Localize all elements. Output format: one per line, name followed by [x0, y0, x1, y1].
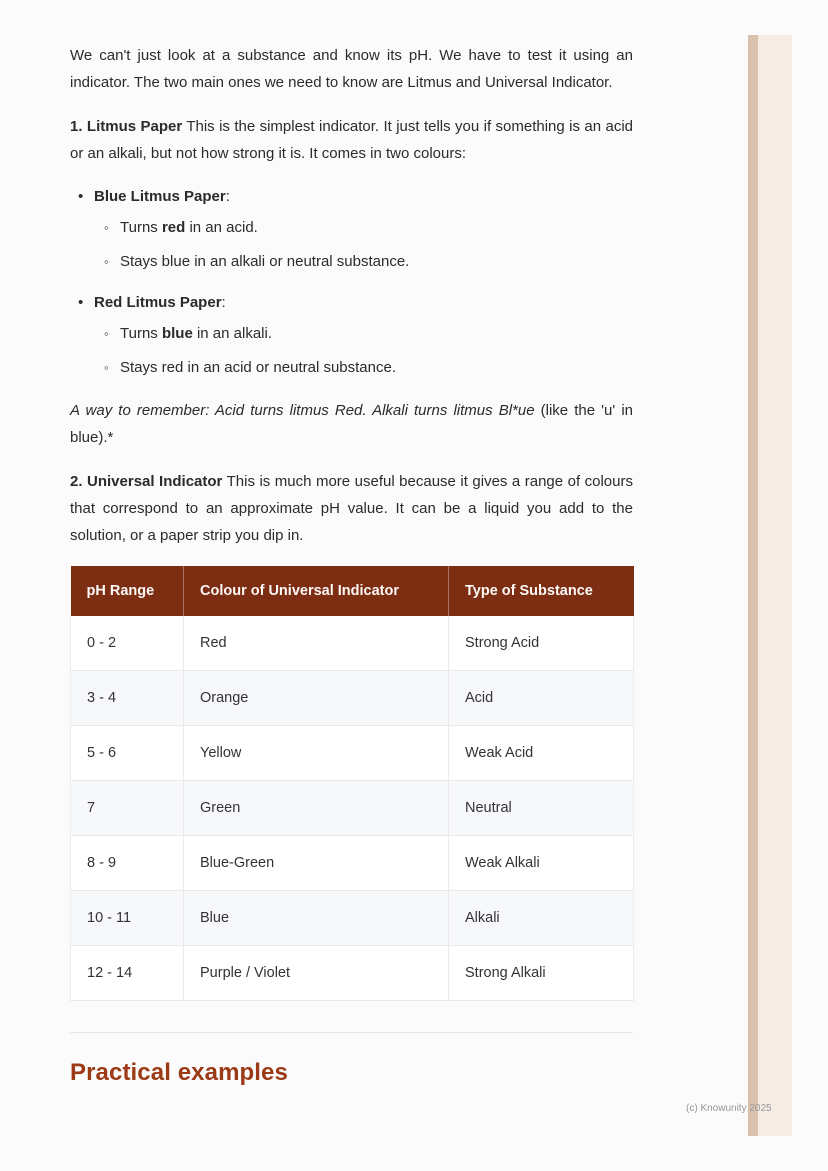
sub-text-pre: Stays red in an acid or neutral substance.: [120, 359, 396, 376]
table-cell: 12 - 14: [71, 946, 184, 1001]
document-content: [70, 42, 633, 1087]
mnemonic-paragraph: [70, 397, 633, 451]
sub-text-pre: Turns: [120, 219, 162, 236]
sub-bullet-list: [70, 321, 633, 380]
sub-text-pre: Turns: [120, 325, 162, 342]
sub-text-post: in an alkali.: [192, 325, 273, 342]
list-item: [70, 290, 633, 380]
sub-list-item: [70, 249, 633, 274]
table-cell: Strong Alkali: [449, 946, 634, 1001]
table-cell: 5 - 6: [71, 726, 184, 781]
table-header: [71, 566, 634, 616]
sub-text-pre: Stays blue in an alkali or neutral substance.: [120, 253, 410, 270]
sub-list-item: [70, 215, 633, 240]
table-header-cell: pH Range: [71, 566, 184, 616]
table-cell: Green: [184, 781, 449, 836]
bullet-item-blue-litmus: [70, 184, 633, 209]
table-cell: 7: [71, 781, 184, 836]
litmus-heading: 1. Litmus Paper: [70, 118, 183, 135]
table-cell: 10 - 11: [71, 891, 184, 946]
table-row: [71, 781, 634, 836]
list-item: [70, 184, 633, 274]
table-cell: Weak Acid: [449, 726, 634, 781]
bullet-label: Red Litmus Paper: [94, 294, 222, 311]
sub-text-bold: blue: [161, 325, 193, 342]
page-edge-strip: [748, 35, 758, 1136]
bullet-label: Blue Litmus Paper: [94, 188, 226, 205]
practical-examples-heading: Practical examples: [70, 1059, 288, 1086]
table-cell: Weak Alkali: [449, 836, 634, 891]
table-header-cell: Type of Substance: [449, 566, 634, 616]
universal-heading: 2. Universal Indicator: [70, 473, 223, 490]
mnemonic-rest: (like the 'u' in blue).*: [70, 402, 633, 446]
bullet-colon: :: [221, 294, 226, 311]
table-cell: Neutral: [449, 781, 634, 836]
table-row: [71, 836, 634, 891]
page-edge-decoration: [748, 35, 792, 1136]
table-row: [71, 616, 634, 671]
sub-list-item: [70, 321, 633, 346]
section-divider: [70, 1032, 633, 1033]
bullet-colon: :: [225, 188, 230, 205]
table-body: [71, 616, 634, 1001]
sub-text-bold: red: [161, 219, 186, 236]
table-cell: Yellow: [184, 726, 449, 781]
sub-text-post: in an acid.: [185, 219, 258, 236]
sub-bullet-list: [70, 215, 633, 274]
table-cell: Red: [184, 616, 449, 671]
table-cell: Alkali: [449, 891, 634, 946]
table-cell: Acid: [449, 671, 634, 726]
table-cell: Orange: [184, 671, 449, 726]
table-header-row: [71, 566, 634, 616]
table-row: [71, 726, 634, 781]
table-cell: 3 - 4: [71, 671, 184, 726]
copyright-watermark: (c) Knowunity 2025: [686, 1103, 772, 1114]
table-row: [71, 891, 634, 946]
table-cell: 0 - 2: [71, 616, 184, 671]
universal-paragraph: [70, 468, 633, 549]
intro-text: We can't just look at a substance and know its pH. We have to test it using an indicator. The two main ones we need to know are Litmus and Universal Indicator.: [70, 47, 633, 91]
table-cell: Blue-Green: [184, 836, 449, 891]
table-cell: Strong Acid: [449, 616, 634, 671]
litmus-text: This is the simplest indicator. It just tells you if something is an acid or an alkali, but not how strong it is. It comes in two colours:: [70, 118, 633, 162]
mnemonic-italic: A way to remember: Acid turns litmus Red. Alkali turns litmus Bl*ue: [70, 402, 535, 419]
bullet-item-red-litmus: [70, 290, 633, 315]
intro-paragraph: [70, 42, 633, 96]
universal-text: This is much more useful because it gives a range of colours that correspond to an approximate pH value. It can be a liquid you add to the solution, or a paper strip you dip in.: [70, 473, 633, 544]
sub-list-item: [70, 355, 633, 380]
table-cell: Purple / Violet: [184, 946, 449, 1001]
ph-indicator-table: [70, 566, 634, 1001]
table-row: [71, 946, 634, 1001]
table-header-cell: Colour of Universal Indicator: [184, 566, 449, 616]
table-cell: 8 - 9: [71, 836, 184, 891]
litmus-bullet-list: [70, 184, 633, 380]
litmus-paragraph: [70, 113, 633, 167]
table-row: [71, 671, 634, 726]
table-cell: Blue: [184, 891, 449, 946]
